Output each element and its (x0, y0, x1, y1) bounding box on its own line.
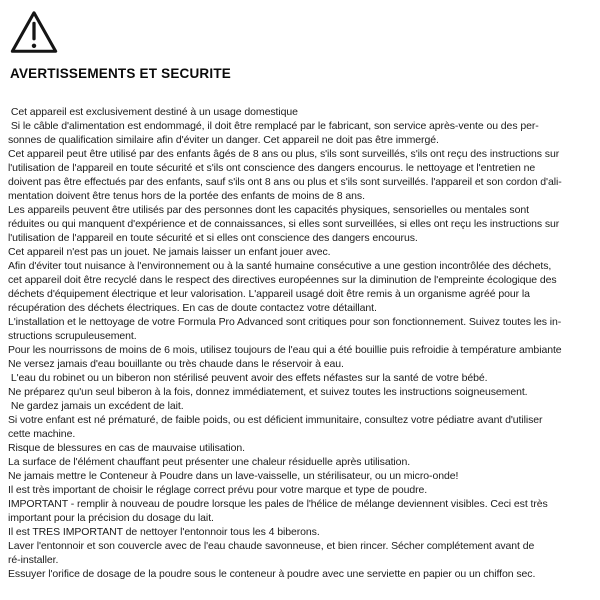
warning-text-line: L'installation et le nettoyage de votre Formula Pro Advanced sont critiques pour son fonctionnement. Suivez toutes les in- (8, 316, 562, 328)
warning-text-line: l'utilisation de l'appareil en toute sécurité et s'ils ont conscience des dangers encourus. le nettoyage et l'entretien ne (8, 162, 536, 174)
warning-text-line: Il est TRES IMPORTANT de nettoyer l'entonnoir tous les 4 biberons. (8, 526, 320, 538)
warning-text-line: IMPORTANT - remplir à nouveau de poudre lorsque les pales de l'hélice de mélange deviennent visibles. Ceci est très (8, 498, 548, 510)
warning-text-line: cet appareil doit être recyclé dans le respect des directives européennes sur la diminution de l'empreinte écologique des (8, 274, 557, 286)
warning-text-line: déchets d'équipement électrique et leur valorisation. L'appareil usagé doit être remis à un organisme agréé pour la (8, 288, 530, 300)
warning-text-line: Essuyer l'orifice de dosage de la poudre sous le conteneur à poudre avec une serviette en papier ou un chiffon sec. (8, 568, 536, 580)
warning-text-line: Afin d'éviter tout nuisance à l'environnement ou à la santé humaine consécutive a une gestion incontrôlée des déchets, (8, 260, 552, 272)
warning-text-line: sonnes de qualification similaire afin d'éviter un danger. Cet appareil ne doit pas être immergé. (8, 134, 439, 146)
warnings-text-block (8, 105, 600, 581)
warning-text-line: L'eau du robinet ou un biberon non stérilisé peuvent avoir des effets néfastes sur la santé de votre bébé. (8, 372, 488, 384)
warning-text-line: Ne gardez jamais un excédent de lait. (8, 400, 184, 412)
warning-text-line: Risque de blessures en cas de mauvaise utilisation. (8, 442, 245, 454)
warning-text-line: réduites ou qui manquent d'expérience et de connaissances, si elles sont surveillées, si elles ont reçu les instructions sur (8, 218, 560, 230)
page-title: AVERTISSEMENTS ET SECURITE (10, 66, 231, 81)
warning-text-line: récupération des déchets électriques. En cas de doute contactez votre détaillant. (8, 302, 377, 314)
warning-text-line: Si votre enfant est né prématuré, de faible poids, ou est déficient immunitaire, consultez votre pédiatre avant d'utiliser (8, 414, 543, 426)
warning-text-line: Si le câble d'alimentation est endommagé, il doit être remplacé par le fabricant, son service après-vente ou des per- (8, 120, 539, 132)
warning-text-line: Ne jamais mettre le Conteneur à Poudre dans un lave-vaisselle, un stérilisateur, ou un micro-onde! (8, 470, 459, 482)
warning-text-line: Pour les nourrissons de moins de 6 mois, utilisez toujours de l'eau qui a été bouillie puis refroidie à température ambiante (8, 344, 562, 356)
warning-text-line: structions scrupuleusement. (8, 330, 137, 342)
warning-text-line: l'utilisation de l'appareil en toute sécurité et si elles ont conscience des dangers encourus. (8, 232, 418, 244)
warning-text-line: ré-installer. (8, 554, 59, 566)
warning-text-line: doivent pas être effectués par des enfants, sauf s'ils ont 8 ans ou plus et s'ils sont surveillés. l'appareil et son cordon d'ali- (8, 176, 562, 188)
warning-triangle-icon (9, 9, 59, 57)
warning-text-line: La surface de l'élément chauffant peut présenter une chaleur résiduelle après utilisation. (8, 456, 411, 468)
warning-text-line: mentation doivent être tenus hors de la portée des enfants de moins de 8 ans. (8, 190, 365, 202)
warning-text-line: Il est très important de choisir le réglage correct prévu pour votre marque et type de poudre. (8, 484, 428, 496)
warning-text-line: Cet appareil peut être utilisé par des enfants âgés de 8 ans ou plus, s'ils sont surveillés, s'ils ont reçu des instructions sur (8, 148, 560, 160)
warning-text-line: Cet appareil n'est pas un jouet. Ne jamais laisser un enfant jouer avec. (8, 246, 331, 258)
warning-text-line: Laver l'entonnoir et son couvercle avec de l'eau chaude savonneuse, et bien rincer. Sécher complétement avant de (8, 540, 535, 552)
warning-text-line: Les appareils peuvent être utilisés par des personnes dont les capacités physiques, sensorielles ou mentales sont (8, 204, 529, 216)
warning-text-line: Ne préparez qu'un seul biberon à la fois, donnez immédiatement, et suivez toutes les instructions soigneusement. (8, 386, 528, 398)
warning-text-line: important pour la précision du dosage du lait. (8, 512, 214, 524)
warning-text-line: cette machine. (8, 428, 76, 440)
warning-text-line: Ne versez jamais d'eau bouillante ou très chaude dans le réservoir à eau. (8, 358, 344, 370)
warning-text-line: Cet appareil est exclusivement destiné à un usage domestique (8, 106, 298, 118)
